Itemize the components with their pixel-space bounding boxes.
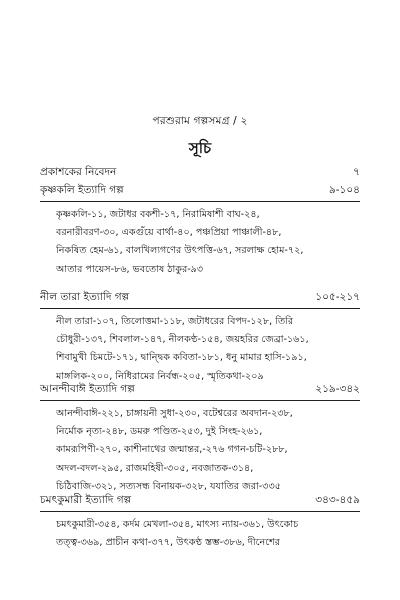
section-title: চমৎকুমারী ইত্যাদি গল্প [40, 493, 132, 506]
section-heading [40, 288, 360, 308]
entry-line: কামরূপিণী-২৭০, কাশীনাথের জন্মান্তর,-২৭৬ গগন-চটি-২৮৮, [56, 444, 288, 456]
section-entries [56, 206, 360, 279]
entry-line: চমৎকুমারী-৩৫৪, কর্দম মেখলা-৩৫৪, মাৎস্য ন্যায়-৩৬১, উৎকোচ [56, 519, 299, 530]
entry-line: আনন্দীবাঈ-২২১, চাঙ্গায়নী সুধা-২৩০, বটেশ্বরের অবদান-২৩৮, [56, 408, 293, 419]
entry-line: চিঠিবাজি-৩২১, সত্যসন্ধ বিনায়ক-৩২৮, যযাতির জরা-৩৩৫ [56, 480, 281, 492]
section-heading [40, 380, 360, 400]
entry-line: শিবামুখী চিমটে-১৭১, দ্বান্দ্বিক কবিতা-১৮১, ধনু মামার হাসি-১৯১, [56, 352, 307, 364]
entry-line: নীল তারা-১০৭, তিলোত্তমা-১১৮, জটাধরের বিপদ-১২৮, তিরি [56, 316, 294, 327]
section-pages: ১০৫-২১৭ [315, 290, 360, 303]
entry-line: চৌধুরী-১৩৭, শিবলাল-১৪৭, নীলকণ্ঠ-১৫৪, জয়হরির জেব্রা-১৬১, [56, 334, 309, 346]
section-title: আনন্দীবাঈ ইত্যাদি গল্প [40, 382, 135, 395]
section-pages: ৩৪৩-৪৫৯ [315, 493, 360, 506]
section-rule [40, 400, 360, 401]
section-pages: ২১৯-৩৪২ [315, 382, 360, 395]
section-entries [56, 405, 360, 496]
entry-line: কৃষ্ণকলি-১১, জটাধর বকশী-১৭, নিরামিষাশী বাঘ-২৪, [56, 209, 260, 220]
section-rule [40, 511, 360, 512]
section-rule [40, 201, 360, 202]
entry-line: নিকষিত হেম-৬১, বালখিল্যগণের উৎপত্তি-৬৭, সরলাক্ষ হোম-৭২, [56, 245, 304, 257]
preface-title: প্রকাশকের নিবেদন [40, 165, 117, 178]
entry-line: বরনারীবরণ-৩০, একগুঁয়ে বার্থা-৪০, পঞ্চপ্রিয়া পাঞ্চালী-৪৮, [56, 227, 282, 239]
section-rule [40, 308, 360, 309]
section-heading [40, 491, 360, 511]
toc-title: সূচি [188, 139, 212, 157]
section-entries [56, 313, 360, 386]
section-pages: ৯-১০৪ [328, 183, 360, 196]
entry-line: আতার পায়েস-৮৬, ভবতোষ ঠাকুর-৯৩ [56, 263, 204, 275]
preface-page: ৭ [353, 165, 360, 178]
entry-line: অদল-বদল-২৯৫, রাজমহিষী-৩০৫, নবজাতক-৩১৪, [56, 462, 254, 474]
section-heading [40, 181, 360, 201]
section-title: কৃষ্ণকলি ইত্যাদি গল্প [40, 183, 124, 196]
section-entries [56, 516, 360, 552]
entry-line: নির্মোক নৃত্য-২৪৮, ডমরু পণ্ডিত-২৫৩, দুই সিংহ-২৬১, [56, 426, 263, 438]
section-title: নীল তারা ইত্যাদি গল্প [40, 290, 130, 303]
entry-line: তত্ত্ব-৩৬৯, প্রাচীন কথা-৩৭৭, উৎকণ্ঠ স্তম্ভ-৩৮৬, দীনেশের [56, 537, 281, 549]
preface-row [40, 163, 360, 183]
running-head: পরশুরাম গল্পসমগ্র / ২ [152, 115, 248, 127]
entry-line: মাঙ্গলিক-২০০, নিধিরামের নির্বন্ধ-২০৫, স্মৃতিকথা-২০৯ [56, 370, 264, 382]
